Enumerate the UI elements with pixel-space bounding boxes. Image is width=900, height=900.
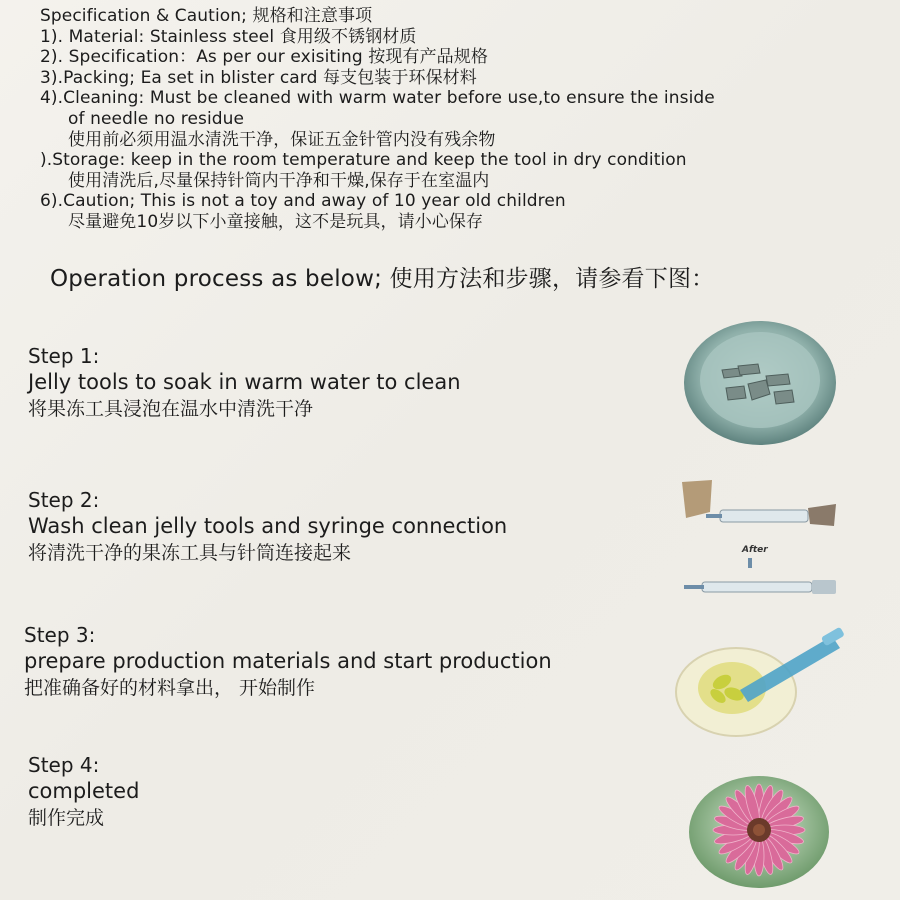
- step-4: [28, 752, 668, 832]
- spec-material: 1). Material: Stainless steel 食用级不锈钢材质: [40, 26, 417, 47]
- spec-heading: Specification & Caution; 规格和注意事项: [40, 6, 373, 26]
- step-title: Step 2:: [28, 488, 100, 512]
- step-english: Jelly tools to soak in warm water to clean: [28, 370, 461, 394]
- spec-storage: ).Storage: keep in the room temperature and keep the tool in dry condition: [40, 150, 687, 171]
- after-label: [741, 545, 768, 555]
- step-1: [28, 343, 668, 423]
- spec-caution: 6).Caution; This is not a toy and away of 10 year old children: [40, 191, 566, 212]
- step-title: Step 3:: [24, 623, 96, 647]
- specification-section: [40, 6, 880, 233]
- step-2: [28, 487, 668, 567]
- spec-storage-cn: 使用清洗后,尽量保持针筒内干净和干燥,保存于在室温内: [68, 170, 490, 191]
- step-english: prepare production materials and start production: [24, 649, 552, 673]
- photo-tools-soaking: [680, 318, 840, 448]
- svg-text:After: After: [742, 545, 768, 555]
- step-english: Wash clean jelly tools and syringe connection: [28, 514, 508, 538]
- spec-packing: 3).Packing; Ea set in blister card 每支包装于环保材料: [40, 67, 477, 88]
- step-english: completed: [28, 779, 140, 803]
- spec-cleaning: 4).Cleaning: Must be cleaned with warm water before use,to ensure the inside: [40, 88, 715, 109]
- spec-specification: 2). Specification：As per our exisiting 按现有产品规格: [40, 47, 488, 68]
- spec-cleaning-cn: 使用前必须用温水清洗干净，保证五金针管内没有残余物: [68, 129, 496, 150]
- step-chinese: 制作完成: [28, 807, 105, 829]
- step-chinese: 把准确备好的材料拿出， 开始制作: [24, 677, 316, 699]
- step-title: Step 1:: [28, 344, 100, 368]
- photo-start-production: [672, 624, 852, 742]
- spec-caution-cn: 尽量避免10岁以下小童接触，这不是玩具，请小心保存: [68, 211, 484, 232]
- photo-syringe-connection: [676, 478, 846, 600]
- spec-cleaning-cont: of needle no residue: [68, 108, 245, 129]
- step-chinese: 将果冻工具浸泡在温水中清洗干净: [28, 398, 314, 420]
- step-chinese: 将清洗干净的果冻工具与针筒连接起来: [28, 542, 352, 564]
- step-title: Step 4:: [28, 753, 100, 777]
- operation-title: Operation process as below; 使用方法和步骤，请参看下图：: [50, 266, 715, 292]
- photo-completed-jelly-flower: [686, 774, 832, 892]
- step-3: [24, 622, 664, 702]
